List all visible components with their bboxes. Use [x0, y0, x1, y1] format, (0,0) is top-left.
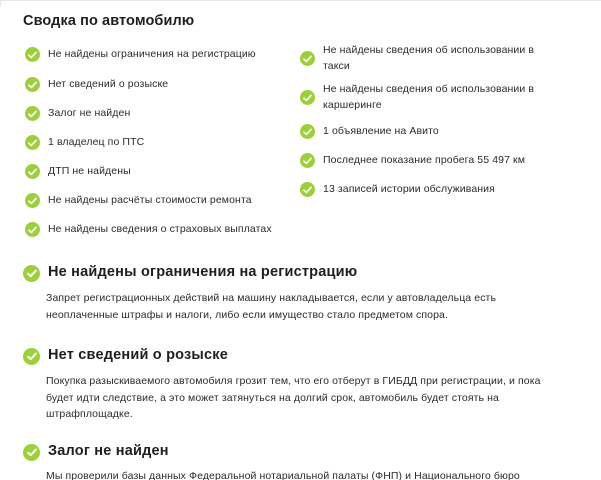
check-circle-icon: [25, 47, 40, 62]
check-circle-icon: [25, 164, 40, 179]
check-circle-icon: [23, 348, 40, 365]
summary-item-wanted: Нет сведений о розыске: [48, 78, 169, 90]
check-circle-icon: [23, 265, 40, 282]
summary-item-service-history: 13 записей истории обслуживания: [323, 183, 495, 195]
summary-item-owners: 1 владелец по ПТС: [48, 136, 145, 148]
section-body: Мы проверили базы данных Федеральной нотариальной палаты (ФНП) и Национального бюро: [46, 470, 520, 480]
section-body: Запрет регистрационных действий на машину накладывается, если у автовладельца есть неоплаченные штрафы и налоги, либо если имущество стало предметом спора.: [46, 292, 497, 321]
summary-item-insurance-payouts: Не найдены сведения о страховых выплатах: [48, 223, 272, 235]
check-circle-icon: [300, 182, 315, 197]
summary-item-avito: 1 объявление на Авито: [323, 125, 439, 137]
check-circle-icon: [25, 77, 40, 92]
section-title: Не найдены ограничения на регистрацию: [48, 264, 358, 280]
check-circle-icon: [300, 90, 315, 105]
section-body: Покупка разыскиваемого автомобиля грозит тем, что его отберут в ГИБДД при регистрации, и пока будет идти следствие, а это может затянуться на долгий срок, автомобиль будет стоять на штрафплощадке.: [46, 375, 541, 420]
check-circle-icon: [300, 124, 315, 139]
check-circle-icon: [25, 193, 40, 208]
summary-item-mileage: Последнее показание пробега 55 497 км: [323, 154, 526, 166]
check-circle-icon: [25, 135, 40, 150]
section-title: Нет сведений о розыске: [48, 347, 228, 363]
check-circle-icon: [300, 153, 315, 168]
summary-item-registration: Не найдены ограничения на регистрацию: [48, 48, 256, 60]
check-circle-icon: [25, 222, 40, 237]
summary-title: Сводка по автомобилю: [23, 13, 195, 29]
summary-item-repair-estimates: Не найдены расчёты стоимости ремонта: [48, 194, 252, 206]
check-circle-icon: [23, 444, 40, 461]
summary-item-accidents: ДТП не найдены: [48, 165, 131, 177]
check-circle-icon: [300, 51, 315, 66]
top-divider: [0, 0, 601, 6]
summary-item-pledge: Залог не найден: [48, 107, 131, 119]
summary-item-carsharing: Не найдены сведения об использовании в каршеринге: [323, 83, 535, 111]
summary-item-taxi: Не найдены сведения об использовании в такси: [323, 44, 535, 72]
section-title: Залог не найден: [48, 443, 169, 459]
check-circle-icon: [25, 106, 40, 121]
